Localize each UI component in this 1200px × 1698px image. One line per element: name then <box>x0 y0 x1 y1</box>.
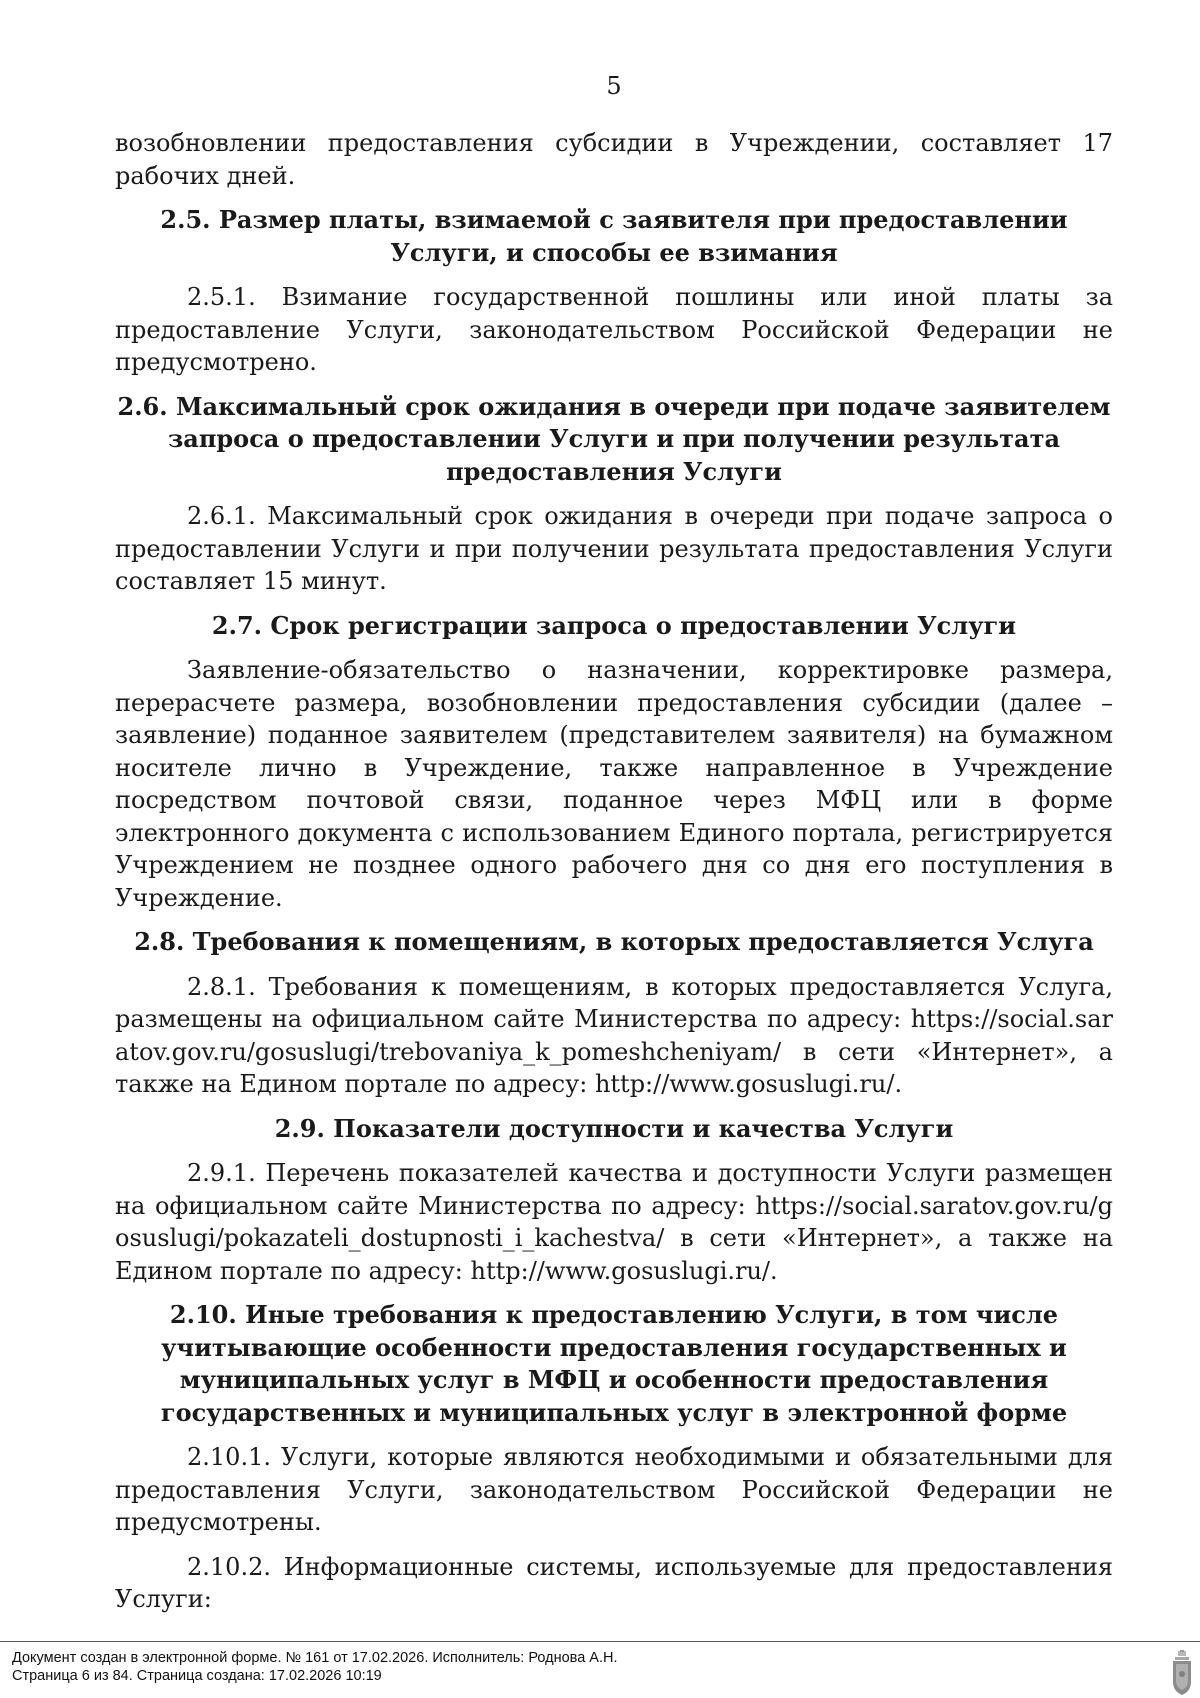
paragraph-2-5-1: 2.5.1. Взимание государственной пошлины или иной платы за предоставление Услуги, законодательством Российской Федерации не предусмотрено. <box>115 283 1113 376</box>
heading-2-7: 2.7. Срок регистрации запроса о предоставлении Услуги <box>211 610 1017 640</box>
paragraph-2-7: Заявление-обязательство о назначении, корректировке размера, перерасчете размера, возобновлении предоставления субсидии (далее – заявление) поданное заявителем (представителем заявителя) на бумажном носителе лично в Учреждение, также направленное в Учреждение посредством почтовой связи, поданное через МФЦ или в форме электронного документа с использованием Единого портала, регистрируется Учреждением не позднее одного рабочего дня со дня его поступления в Учреждение. <box>115 656 1113 912</box>
paragraph-2-6-1: 2.6.1. Максимальный срок ожидания в очереди при подаче запроса о предоставлении Услуги и при получении результата предоставления Услуги составляет 15 минут. <box>115 502 1113 595</box>
paragraph-2-8-1-text: 2.8.1. Требования к помещениям, в которых предоставляется Услуга, размещены на официальном сайте Министерства по адресу: <box>115 972 1113 1033</box>
paragraph-2-9-1 <box>115 1157 1113 1287</box>
paragraph-continued: возобновлении предоставления субсидии в Учреждении, составляет 17 рабочих дней. <box>115 129 1113 190</box>
footer-text <box>12 1649 618 1685</box>
paragraph-2-10-2: 2.10.2. Информационные системы, используемые для предоставления Услуги: <box>115 1552 1113 1613</box>
heading-2-10: 2.10. Иные требования к предоставлению Услуги, в том числе учитывающие особенности предоставления государственных и муниципальных услуг в МФЦ и особенности предоставления государственных и муниципальных услуг в электронной форме <box>160 1300 1068 1427</box>
coat-of-arms-icon <box>1171 1650 1193 1696</box>
document-body <box>115 127 1113 1616</box>
footer-line-document-info: Документ создан в электронной форме. № 161 от 17.02.2026. Исполнитель: Роднова А.Н. <box>12 1650 618 1666</box>
page-number: 5 <box>606 72 622 100</box>
paragraph-2-8-1 <box>115 971 1113 1101</box>
url-requirements-premises[interactable]: https://social.saratov.gov.ru/gosuslugi/trebovaniya_k_pomeshcheniyam/ <box>115 1005 1114 1066</box>
heading-2-8: 2.8. Требования к помещениям, в которых предоставляется Услуга <box>134 927 1094 956</box>
paragraph-2-9-1-text: 2.9.1. Перечень показателей качества и доступности Услуги размещен на официальном сайте Министерства по адресу: <box>115 1159 1113 1220</box>
paragraph-2-9-1-tail: в сети «Интернет», а также на Едином портале по адресу: http://www.gosuslugi.ru/. <box>115 1224 1113 1285</box>
heading-2-6: 2.6. Максимальный срок ожидания в очереди при подаче заявителем запроса о предоставлении Услуги и при получении результата предоставления Услуги <box>117 391 1111 486</box>
url-quality-indicators[interactable]: https://social.saratov.gov.ru/gosuslugi/pokazateli_dostupnosti_i_kachestva/ <box>115 1191 1113 1252</box>
footer-line-page-info: Страница 6 из 84. Страница создана: 17.02.2026 10:19 <box>12 1668 382 1684</box>
paragraph-2-8-1-tail: в сети «Интернет», а также на Едином портале по адресу: http://www.gosuslugi.ru/. <box>115 1037 1113 1098</box>
heading-2-9: 2.9. Показатели доступности и качества Услуги <box>274 1113 954 1143</box>
document-footer <box>0 1641 1200 1684</box>
paragraph-2-10-1: 2.10.1. Услуги, которые являются необходимыми и обязательными для предоставления Услуги, законодательством Российской Федерации не предусмотрены. <box>115 1443 1113 1536</box>
heading-2-5: 2.5. Размер платы, взимаемой с заявителя при предоставлении Услуги, и способы ее взимания <box>160 205 1068 267</box>
